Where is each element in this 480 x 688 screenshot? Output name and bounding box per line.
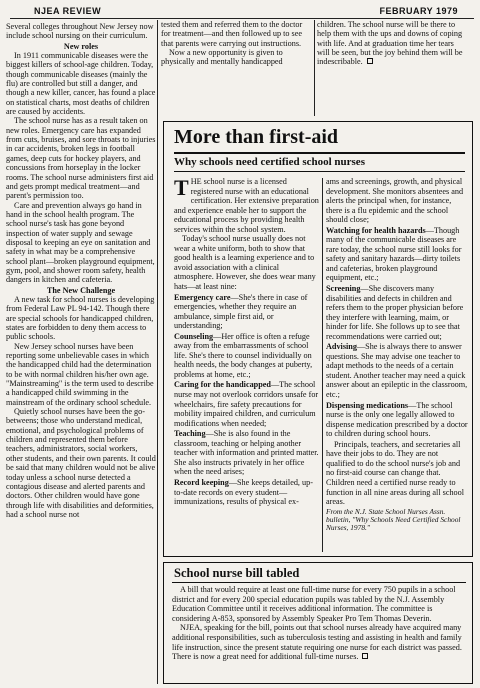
hat-text: —Her office is often a refuge away from the embarrassments of school life. She's there to counsel individually on health needs, the body changes at puberty, problems at home, etc.;: [174, 331, 313, 379]
column-divider: [157, 20, 158, 684]
lead-paragraph: [174, 177, 320, 234]
left-paragraph: New Jersey school nurses have been reporting some unbelievable cases in which the handicapped child had the determination to be with normal children his/her own age. "Mainstreaming" is the term used to describe a handicapped child swimming in the mainstream of the ordinary school schedule.: [6, 341, 154, 407]
hat-label: Caring for the handicapped: [174, 380, 271, 390]
title-rule: [174, 152, 465, 154]
hat-text: —The school nurse may not overlook corridors unsafe for wheelchairs, fire safety precautions for mobility impaired children, and curriculum modifications when needed;: [174, 380, 319, 428]
running-header: [26, 4, 462, 18]
hat-text: —She keeps detailed, up-to-date records on every student—immunizations, results of physical ex-: [174, 477, 313, 507]
continuation-text-body: children. The school nurse will be there to help them with the ups and downs of coping with life. And at graduation time her tears will be seen, but the joy behind them will be indescribable.: [317, 20, 463, 67]
title-rule: [172, 582, 466, 583]
hat-label: Screening: [326, 284, 361, 294]
article-column-2: [326, 177, 468, 553]
hat-label: Record keeping: [174, 477, 229, 487]
bill-paragraph-text: NJEA, speaking for the bill, points out that school nurses already have acquired many additional responsibilities, such as tuberculosis testing and assisting in health and family life instruction, since the present statute requiring one nurse for each district was passed. There is now a great need for additional full-time nurses.: [172, 623, 462, 662]
left-paragraph: Care and prevention always go hand in hand in the school health program. The school nurse's task has gone beyond inspection of water supply and sewage disposal to keeping an eye on sanitation and safety in what may be a comprehensive school plant—broken playground equipment, gym, pool, and shower room safety, health dangers in kitchen and cafeteria.: [6, 200, 155, 285]
column-divider: [314, 20, 315, 116]
left-paragraph: In 1911 communicable diseases were the biggest killers of school-age children. Today, though communicable diseases (mainly the flu) are controlled but still a danger, and though a new killer, cancer, has found a place on statistical charts, most deaths of children are caused by accidents.: [6, 51, 156, 117]
hat-dispensing: [326, 401, 468, 439]
left-column: [6, 22, 156, 688]
bill-body: [172, 585, 466, 662]
article-paragraph: ams and screenings, growth, and physical development. She monitors absentees and alerts the principal when, for instance, there is a flu epidemic and the school should close;: [326, 177, 464, 225]
hat-text: —The school nurse is the only one legally allowed to dispense medication prescribed by a doctor to children during school hours.: [326, 400, 468, 439]
left-paragraph: A new task for school nurses is developing from Federal Law PL 94-142. Though there are special schools for handicapped children, states are forbidden to deny them access to public schools.: [6, 294, 155, 342]
publication-name: NJEA REVIEW: [34, 6, 102, 16]
article-paragraph: Today's school nurse usually does not wear a white uniform, both to show that good health is a learning experience and to avoid association with a clinical atmosphere. However, she does wear many hats—at least nine:: [174, 234, 316, 292]
hat-text: —She discovers many disabilities and defects in children and refers them to the proper physician before they interfere with learning, maim, or hinder for life. She follows up to see that recommendations were carried out;: [326, 284, 464, 341]
hat-label: Teaching: [174, 429, 206, 439]
hat-text: —She is always there to answer questions. She may advise one teacher to adapt methods to the needs of a certain student. Another teacher may need a quick answer about an epileptic in the classroom, etc.;: [326, 342, 468, 400]
end-mark-icon: [362, 653, 368, 659]
continuation-column-1: [161, 20, 309, 116]
issue-date: FEBRUARY 1979: [379, 6, 458, 16]
hat-screening: [326, 284, 468, 341]
hat-label: Advising: [326, 342, 357, 352]
bill-paragraph: [172, 623, 466, 661]
hat-handicapped: [174, 380, 320, 428]
article-paragraph: Principals, teachers, and secretaries all have their jobs to do. They are not qualified to do the school nurse's job and no first-aid course can change that. Children need a certified nurse ready to function in all nine areas during all school areas.: [326, 439, 465, 507]
continuation-text: [317, 20, 467, 67]
left-paragraph: Quietly school nurses have been the go-betweens; those who understand medical, emotional, and psychological problems of children and represented them before teachers, administrators, social workers, other students, and their own parents. It could be said that many children would not be alive today unless a school nurse detected a contagious disease and alerted parents and doctors. Other children would have gone through life with disabilities and deformities, had a school nurse not: [6, 407, 156, 519]
subtitle-rule: [174, 171, 465, 172]
drop-cap: T: [174, 177, 189, 200]
left-intro: Several colleges throughout New Jersey now include school nursing on their curriculum.: [6, 22, 154, 41]
hat-text: —She is also found in the classroom, teaching or helping another teacher with information and printed matter. She also instructs privately in her office when the need arises;: [174, 429, 319, 477]
article-subtitle: Why schools need certified school nurses: [174, 156, 365, 168]
article-school-nurse-bill: [163, 562, 473, 684]
continuation-text: Now a new opportunity is given to physically and mentally handicapped: [161, 48, 283, 67]
hat-teaching: [174, 429, 320, 477]
left-paragraph: The school nurse has as a result taken on new roles. Emergency care has expanded from cuts, bruises, and sore throats to injuries in car accidents, broken legs in football games, deep cuts for hockey players, and concussions from horseplay in the locker rooms. The school nurse administers first aid and gets prompt medical treatment—and parent's permission too.: [6, 116, 156, 201]
column-divider: [322, 178, 323, 552]
header-rule: [10, 18, 474, 19]
hat-record-keeping: [174, 478, 320, 507]
hat-counseling: [174, 332, 320, 380]
continuation-strip: [159, 20, 474, 124]
hat-emergency: [174, 293, 320, 331]
hat-text: —She's there in case of emergencies, whether they require an ambulance, simple first aid, or understanding;: [174, 292, 308, 331]
continuation-column-2: [317, 20, 467, 116]
article-more-than-first-aid: [163, 121, 473, 557]
continuation-text: tested them and referred them to the doctor for treatment—and then followed up to see that parents were carrying out instructions.: [161, 20, 303, 48]
bill-title: School nurse bill tabled: [174, 566, 300, 580]
hat-health-hazards: [326, 226, 468, 283]
hat-text: —Though many of the communicable diseases are rare today, the school nurse still looks for safety and sanitary hazards—dirty toilets and cafeterias, broken playground equipment, etc.;: [326, 225, 462, 283]
article-column-1: [174, 177, 320, 553]
source-credit: From the N.J. State School Nurses Assn. bulletin, "Why Schools Need Certified School Nurses, 1978.": [326, 506, 461, 533]
lead-text: HE school nurse is a licensed registered nurse with an educational certification. Her extensive preparation and experience enable her to support the educational process by providing health services within the school system.: [174, 177, 319, 234]
hat-label: Counseling: [174, 331, 214, 341]
bill-paragraph: A bill that would require at least one full-time nurse for every 750 pupils in a school district and for every 200 special education pupils was tabled by the N.J. Assembly Education Committee until it receives additional information. The committee is considering A-853, sponsored by Assembly Speaker Pro Tem Thomas Deverin.: [172, 585, 456, 623]
article-title: More than first-aid: [174, 126, 339, 148]
hat-label: Emergency care: [174, 292, 231, 302]
subhead-new-challenge: The New Challenge: [46, 285, 116, 295]
hat-label: Dispensing medications: [326, 400, 409, 410]
subhead-new-roles: New roles: [63, 41, 99, 51]
hat-advising: [326, 342, 468, 399]
end-mark-icon: [367, 58, 373, 64]
hat-label: Watching for health hazards: [326, 225, 426, 235]
